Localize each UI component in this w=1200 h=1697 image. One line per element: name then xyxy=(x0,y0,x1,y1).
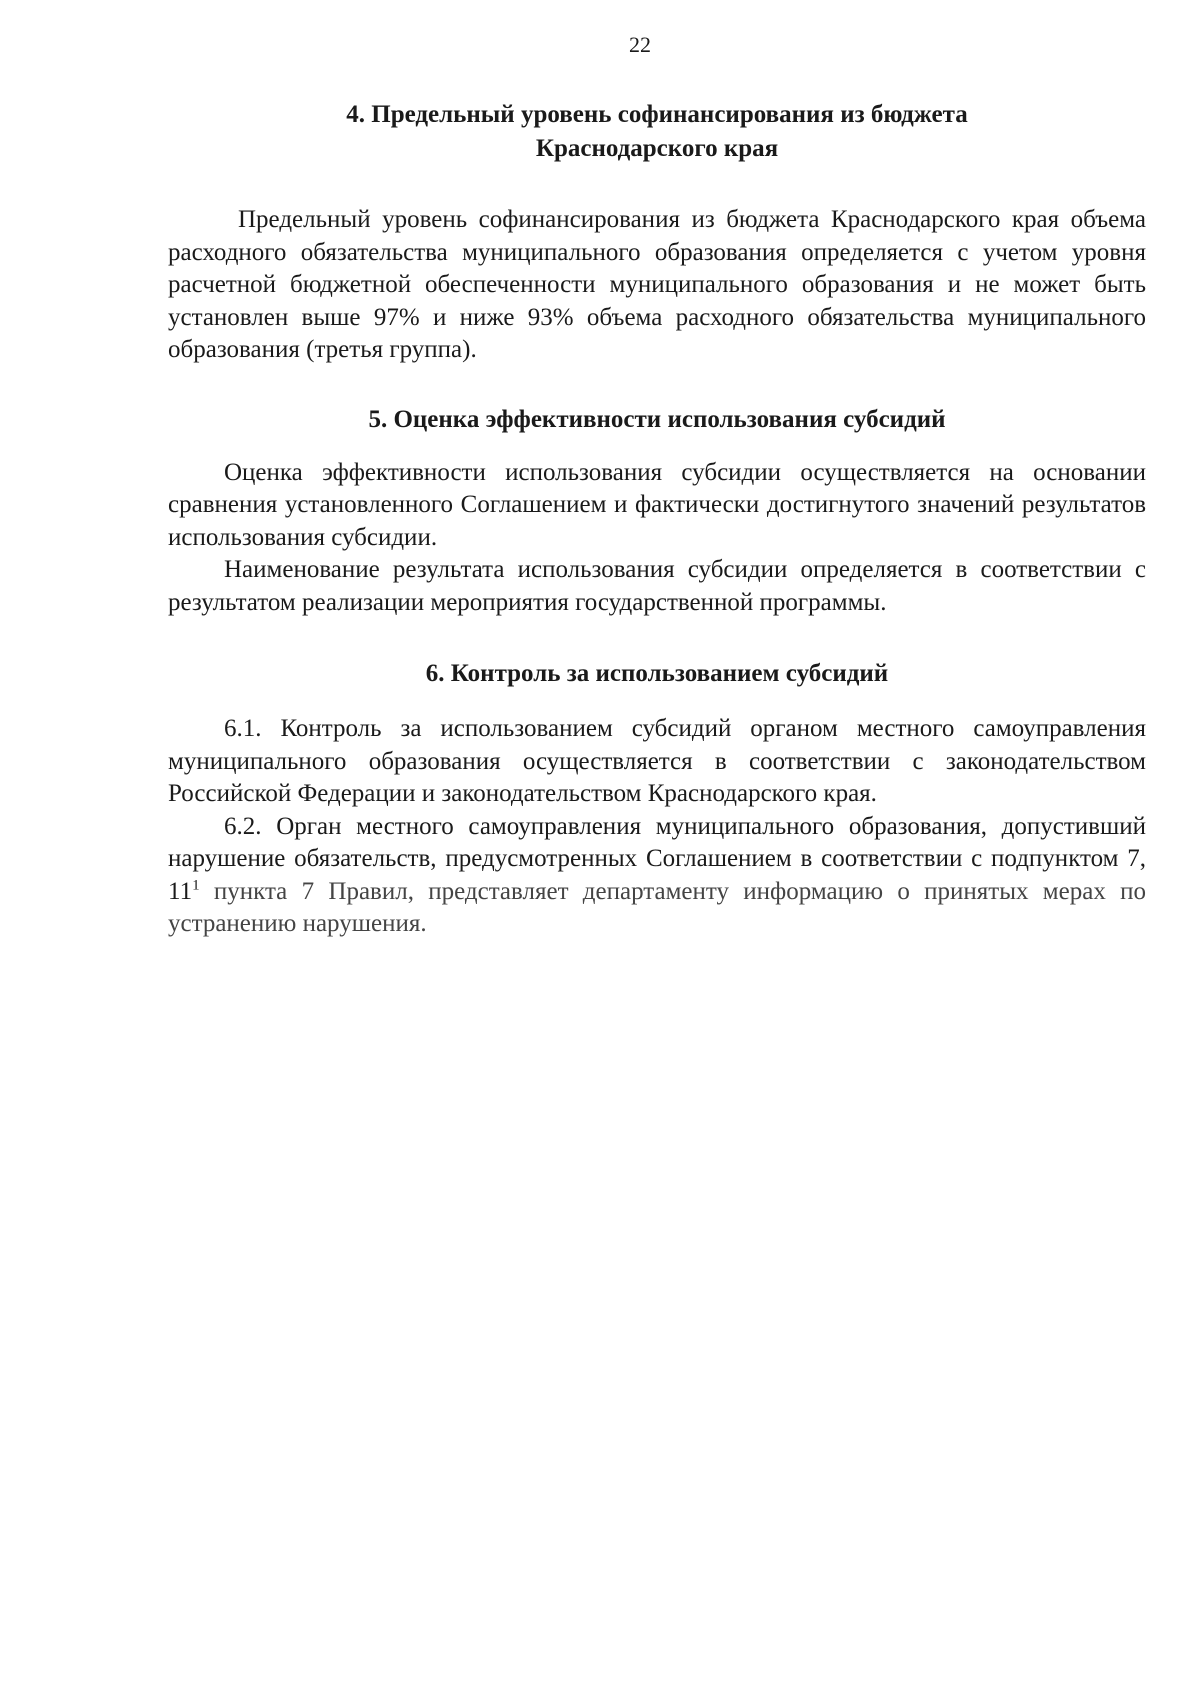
section-4-paragraph: Предельный уровень софинансирования из бюджета Краснодарского края объема расходного обязательства муниципального образования определяется с учетом уровня расчетной бюджетной обеспеченности муниципального образования и не может быть установлен выше 97% и ниже 93% объема расходного обязательства муниципального образования (третья группа). xyxy=(168,206,1146,363)
section-6-paragraph-2-part1: 6.2. Орган местного самоуправления муниципального образования, допустивший нарушение обязательств, предусмотренных Соглашением в соответствии с подпунктом 7, 11 xyxy=(168,812,1146,905)
page-number: 22 xyxy=(629,32,651,57)
section-5-paragraph-1: Оценка эффективности использования субсидии осуществляется на основании сравнения установленного Соглашением и фактически достигнутого значений результатов использования субсидии. xyxy=(168,458,1146,551)
section-6-paragraph-2 xyxy=(168,811,1146,941)
section-4-title xyxy=(168,98,1146,166)
section-5 xyxy=(168,403,1146,620)
section-4-title-line2: Краснодарского края xyxy=(535,135,779,162)
section-4-title-line1: 4. Предельный уровень софинансирования из бюджета xyxy=(346,101,968,128)
section-5-title: 5. Оценка эффективности использования субсидий xyxy=(368,405,946,433)
document-body xyxy=(168,98,1146,941)
section-6-paragraph-1: 6.1. Контроль за использованием субсидий органом местного самоуправления муниципального образования осуществляется в соответствии с законодательством Российской Федерации и законодательством Краснодарского края. xyxy=(168,715,1146,807)
section-6-paragraph-2-part2: пункта 7 Правил, представляет департаменту информацию о принятых мерах по устранению нарушения. xyxy=(168,877,1146,937)
section-6 xyxy=(168,657,1146,941)
section-6-title: 6. Контроль за использованием субсидий xyxy=(425,660,889,687)
section-4 xyxy=(168,98,1146,367)
superscript-marker: 1 xyxy=(192,877,200,894)
section-5-paragraph-2: Наименование результата использования субсидии определяется в соответствии с результатом реализации мероприятия государственной программы. xyxy=(168,556,1146,616)
